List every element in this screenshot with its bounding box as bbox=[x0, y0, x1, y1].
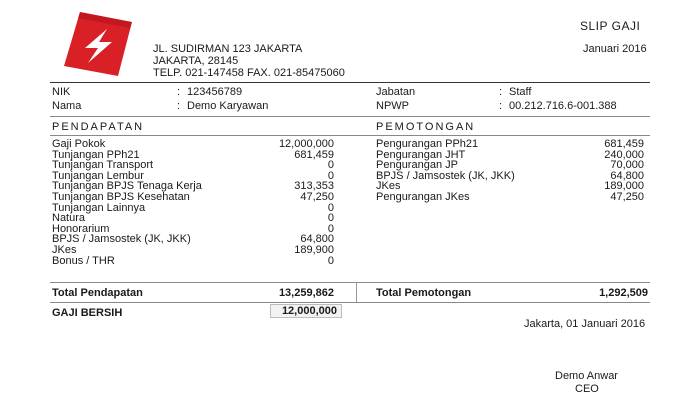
pemotongan-item-value: 240,000 bbox=[604, 148, 644, 161]
header-divider bbox=[50, 82, 650, 83]
pendapatan-item-value: 0 bbox=[327, 254, 334, 267]
name-label: Nama bbox=[52, 100, 82, 112]
pendapatan-item-value: 64,800 bbox=[300, 233, 334, 246]
gaji-bersih-label: GAJI BERSIH bbox=[52, 307, 123, 319]
section-divider bbox=[50, 135, 650, 136]
period-label: Januari 2016 bbox=[583, 43, 647, 55]
pemotongan-item-value: 681,459 bbox=[604, 138, 644, 150]
gaji-bersih-value: 12,000,000 bbox=[270, 304, 342, 318]
pendapatan-item-label: Tunjangan BPJS Tenaga Kerja bbox=[52, 180, 202, 193]
npwp-separator: : bbox=[499, 100, 503, 112]
signer-name: Demo Anwar bbox=[555, 370, 618, 382]
pendapatan-item-value: 47,250 bbox=[300, 190, 334, 203]
pendapatan-item-value: 681,459 bbox=[294, 148, 334, 161]
signer-title: CEO bbox=[575, 383, 599, 395]
pendapatan-item-value: 0 bbox=[327, 222, 334, 235]
total-pemotongan-value: 1,292,509 bbox=[599, 287, 648, 299]
pendapatan-item-label: Tunjangan BPJS Kesehatan bbox=[52, 190, 190, 203]
pemotongan-item-label: BPJS / Jamsostek (JK, JKK) bbox=[376, 169, 515, 182]
info-divider bbox=[50, 116, 650, 117]
totals-divider-top bbox=[50, 282, 650, 283]
name-value: Demo Karyawan bbox=[187, 100, 269, 112]
npwp-value: 00.212.716.6-001.388 bbox=[509, 100, 617, 112]
pendapatan-values bbox=[232, 139, 334, 266]
pendapatan-item-value: 0 bbox=[327, 201, 334, 214]
pemotongan-item-label: Pengurangan JHT bbox=[376, 148, 466, 161]
pemotongan-item-value: 47,250 bbox=[610, 190, 644, 203]
pendapatan-item-label: JKes bbox=[52, 243, 77, 256]
pemotongan-values bbox=[560, 139, 644, 203]
pemotongan-item-value: 64,800 bbox=[610, 169, 644, 182]
pendapatan-item-value: 313,353 bbox=[294, 180, 334, 193]
pemotongan-heading: PEMOTONGAN bbox=[376, 121, 476, 133]
pendapatan-item-value: 12,000,000 bbox=[278, 138, 334, 150]
name-separator: : bbox=[177, 100, 181, 112]
totals-divider-bottom bbox=[50, 302, 650, 303]
jabatan-value: Staff bbox=[509, 86, 532, 98]
address-line-3: TELP. 021-147458 FAX. 021-85475060 bbox=[153, 67, 345, 79]
pendapatan-item-value: 0 bbox=[327, 212, 334, 225]
jabatan-separator: : bbox=[499, 86, 503, 98]
pendapatan-item-value: 0 bbox=[327, 169, 334, 182]
pendapatan-item-label: BPJS / Jamsostek (JK, JKK) bbox=[52, 233, 191, 246]
nik-label: NIK bbox=[52, 86, 71, 98]
company-logo-icon bbox=[58, 10, 136, 80]
page-title: SLIP GAJI bbox=[580, 19, 641, 33]
total-pendapatan-value: 13,259,862 bbox=[278, 287, 334, 299]
pendapatan-item-label: Tunjangan Transport bbox=[52, 159, 154, 172]
pemotongan-item-label: JKes bbox=[376, 180, 401, 193]
pemotongan-labels bbox=[376, 139, 576, 203]
pendapatan-item-label: Bonus / THR bbox=[52, 254, 115, 267]
pemotongan-item-label: Pengurangan JKes bbox=[376, 190, 470, 203]
pemotongan-item-label: Pengurangan JP bbox=[376, 159, 458, 172]
pendapatan-item-label: Natura bbox=[52, 212, 86, 225]
pemotongan-item-label: Pengurangan PPh21 bbox=[376, 138, 479, 150]
nik-separator: : bbox=[177, 86, 181, 98]
address-line-2: JAKARTA, 28145 bbox=[153, 55, 239, 67]
pendapatan-item-label: Tunjangan PPh21 bbox=[52, 148, 140, 161]
total-pendapatan-label: Total Pendapatan bbox=[52, 287, 143, 299]
totals-divider-vertical bbox=[356, 282, 357, 302]
pemotongan-item-value: 70,000 bbox=[610, 159, 644, 172]
pendapatan-item-value: 0 bbox=[327, 159, 334, 172]
nik-value: 123456789 bbox=[187, 86, 243, 98]
npwp-label: NPWP bbox=[376, 100, 409, 112]
place-date: Jakarta, 01 Januari 2016 bbox=[524, 318, 646, 330]
pemotongan-item-value: 189,000 bbox=[604, 180, 644, 193]
pendapatan-item-label: Tunjangan Lembur bbox=[52, 169, 144, 182]
pendapatan-item-label: Honorarium bbox=[52, 222, 110, 235]
pendapatan-item-value: 189,900 bbox=[294, 243, 334, 256]
jabatan-label: Jabatan bbox=[376, 86, 416, 98]
pendapatan-item-label: Gaji Pokok bbox=[52, 138, 106, 150]
total-pemotongan-label: Total Pemotongan bbox=[376, 287, 472, 299]
pendapatan-item-label: Tunjangan Lainnya bbox=[52, 201, 146, 214]
address-line-1: JL. SUDIRMAN 123 JAKARTA bbox=[153, 43, 303, 55]
pendapatan-heading: PENDAPATAN bbox=[52, 121, 145, 133]
